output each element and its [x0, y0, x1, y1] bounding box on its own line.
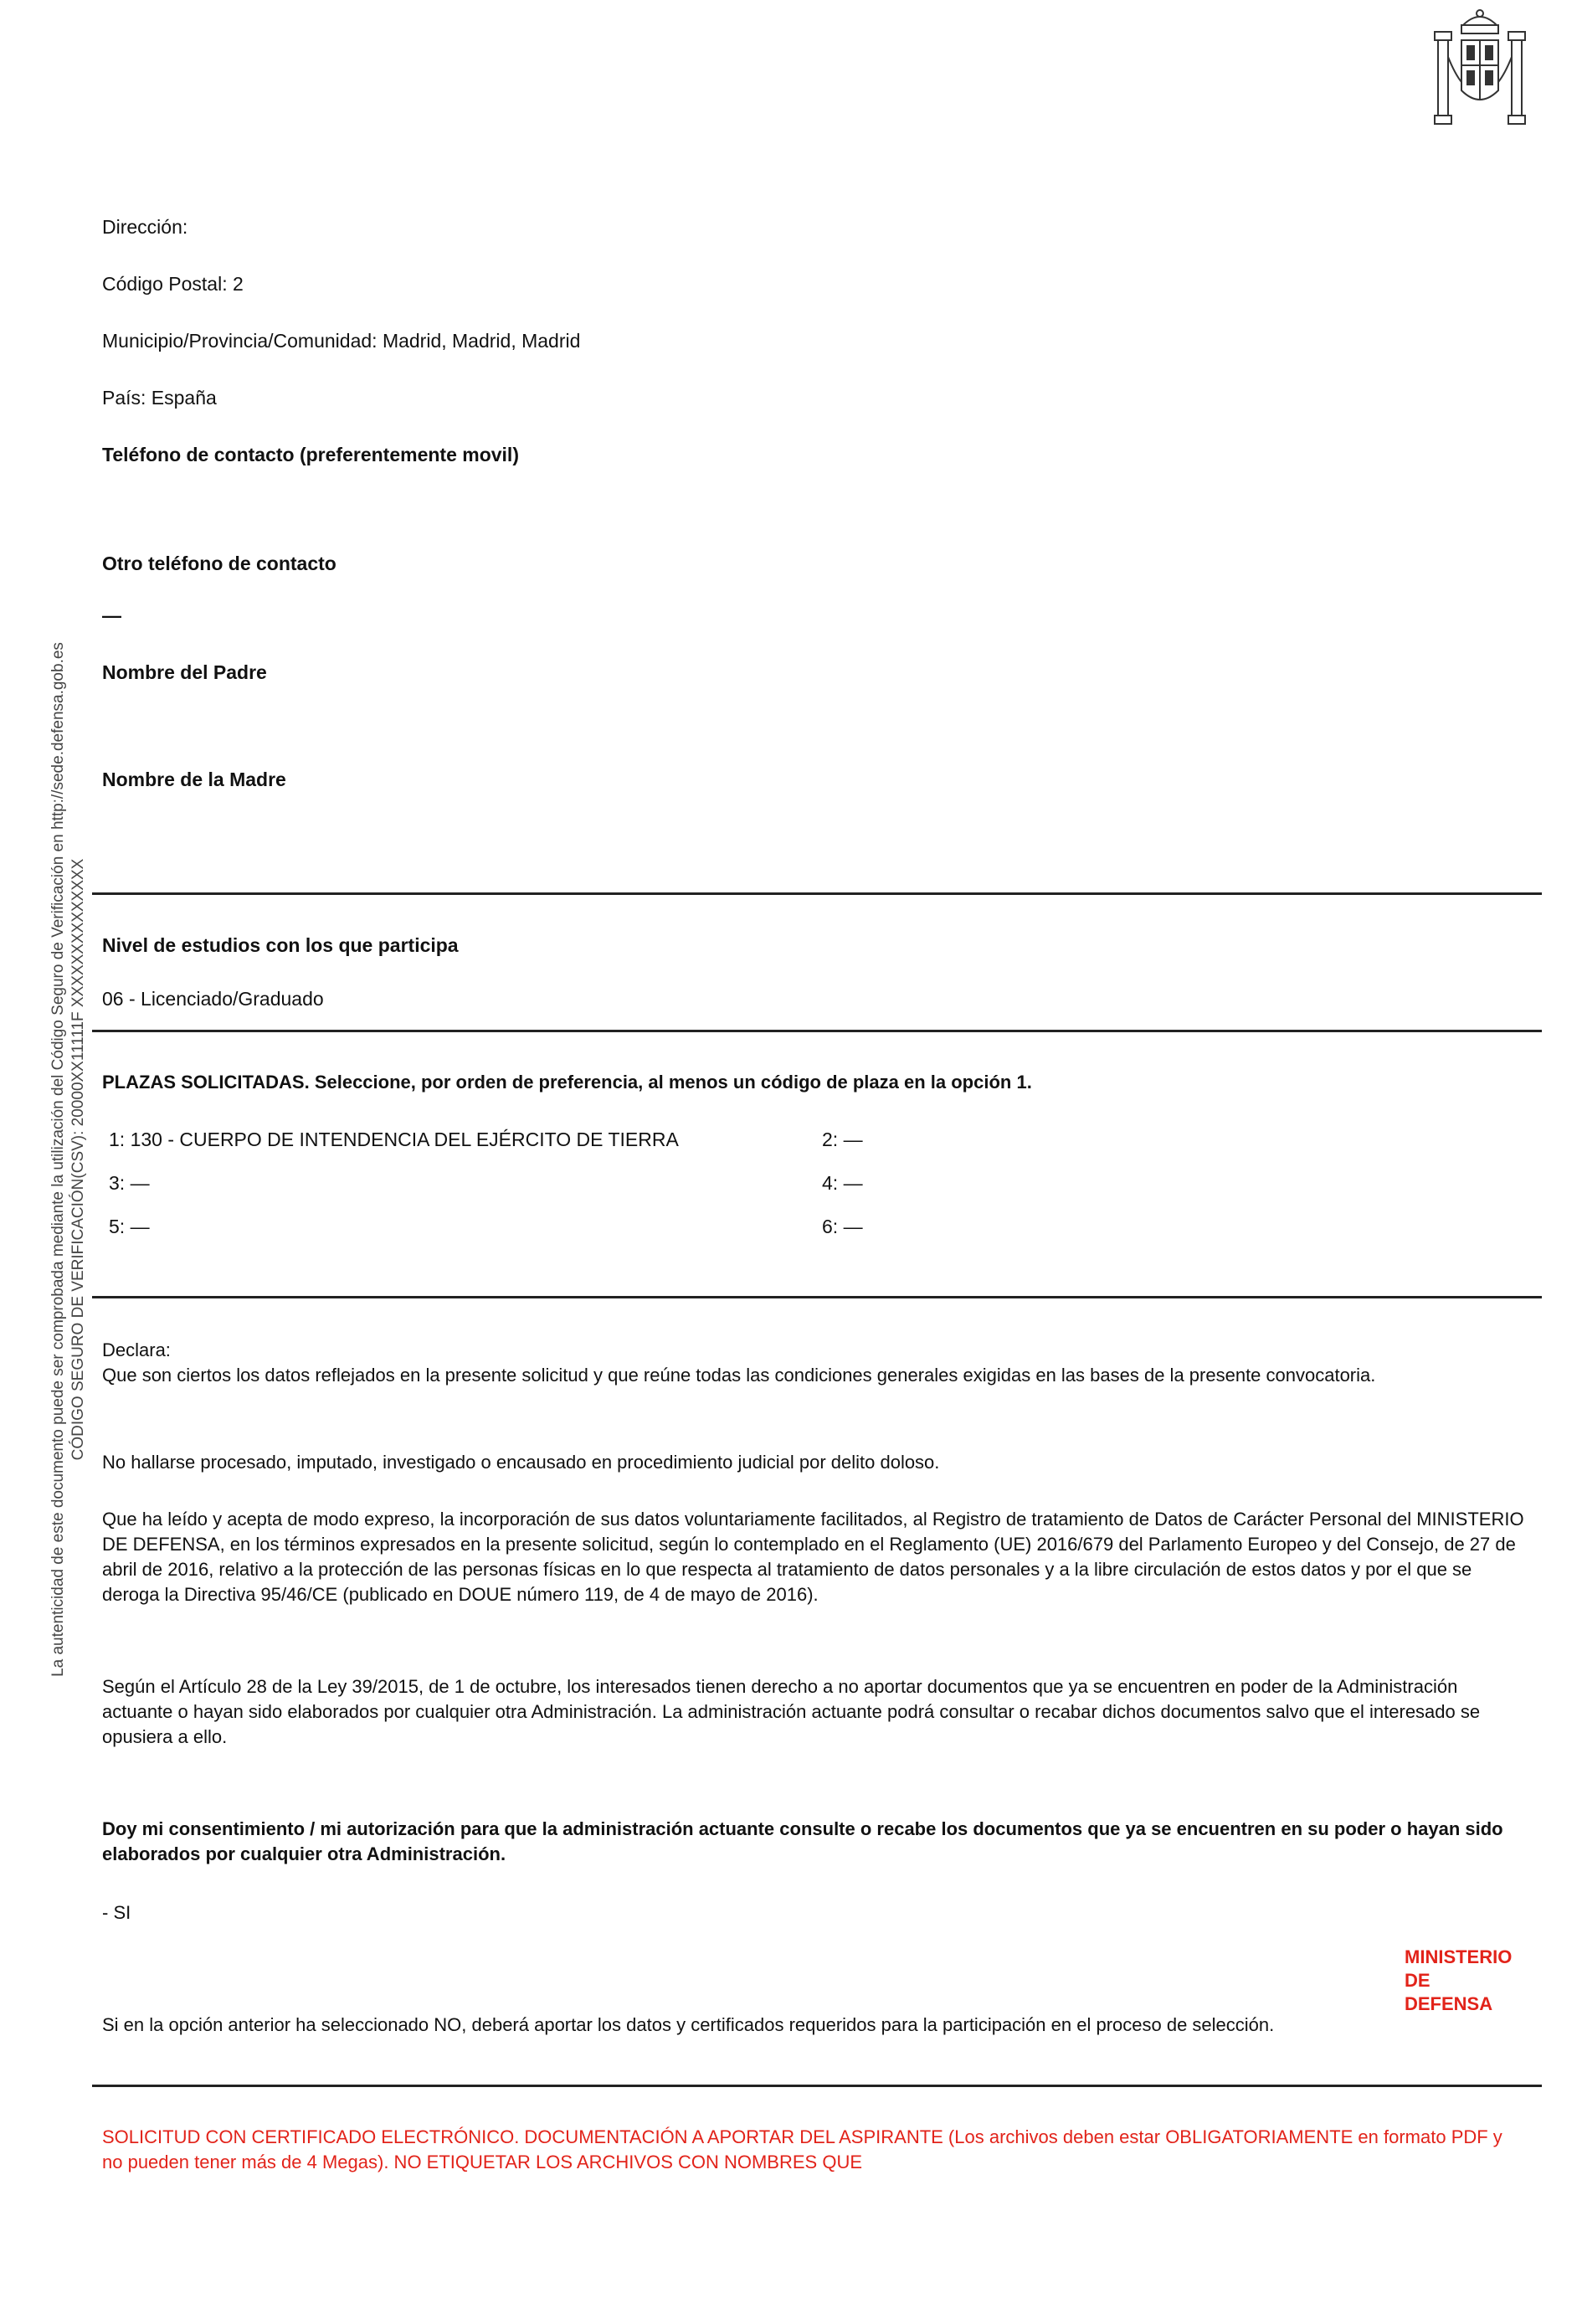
- plaza-2: 2: —: [822, 1129, 863, 1150]
- otro-telefono-value: —: [102, 604, 121, 626]
- csv-line-2: CÓDIGO SEGURO DE VERIFICACIÓN(CSV): 20000XX11111F XXXXXXXXXXXXXX: [69, 858, 87, 1461]
- municipio-field: Municipio/Provincia/Comunidad: Madrid, Madrid, Madrid: [102, 330, 581, 352]
- estudios-value: 06 - Licenciado/Graduado: [102, 988, 324, 1010]
- documentacion-notice: SOLICITUD CON CERTIFICADO ELECTRÓNICO. DOCUMENTACIÓN A APORTAR DEL ASPIRANTE (Los archivos deben estar OBLIGATORIAMENTE en formato PDF y no pueden tener más de 4 Megas). NO ETIQUETAR LOS ARCHIVOS CON NOMBRES QUE: [102, 2126, 1502, 2172]
- ministry-line-2: DE: [1405, 1970, 1430, 1991]
- otro-telefono-label: Otro teléfono de contacto: [102, 553, 336, 574]
- declara-paragraph-3: Que ha leído y acepta de modo expreso, la incorporación de sus datos voluntariamente facilitados, al Registro de tratamiento de Datos de Carácter Personal del MINISTERIO DE DEFENSA, en los términos expresados en la presente solicitud, según lo contemplado en el Reglamento (UE) 2016/679 del Parlamento Europeo y del Consejo, de 27 de abril de 2016, relativo a la protección de las personas físicas en lo que respecta al tratamiento de datos personales y a la libre circulación de estos datos y por el que se deroga la Directiva 95/46/CE (publicado en DOUE número 119, de 4 de mayo de 2016).: [102, 1509, 1524, 1605]
- codigo-postal-field: Código Postal: 2: [102, 273, 244, 295]
- csv-line-1: La autenticidad de este documento puede ser comprobada mediante la utilización del Código Seguro de Verificación en http://sede.defensa.gob.es: [49, 642, 67, 1677]
- section-divider: [92, 892, 1542, 895]
- plaza-1: 1: 130 - CUERPO DE INTENDENCIA DEL EJÉRCITO DE TIERRA: [109, 1129, 679, 1150]
- padre-label: Nombre del Padre: [102, 661, 267, 683]
- plaza-4: 4: —: [822, 1172, 863, 1194]
- section-divider: [92, 1030, 1542, 1032]
- declara-paragraph-1: Que son ciertos los datos reflejados en la presente solicitud y que reúne todas las condiciones generales exigidas en las bases de la presente convocatoria.: [102, 1365, 1376, 1386]
- pais-field: País: España: [102, 387, 217, 409]
- telefono-label: Teléfono de contacto (preferentemente movil): [102, 444, 519, 465]
- estudios-label: Nivel de estudios con los que participa: [102, 934, 459, 956]
- section-divider: [92, 1296, 1542, 1298]
- madre-label: Nombre de la Madre: [102, 769, 286, 790]
- plazas-heading: PLAZAS SOLICITADAS. Seleccione, por orden de preferencia, al menos un código de plaza en la opción 1.: [102, 1072, 1032, 1093]
- coat-of-arms-icon: [1430, 7, 1530, 141]
- plaza-5: 5: —: [109, 1216, 150, 1237]
- section-divider: [92, 2085, 1542, 2087]
- declara-label: Declara:: [102, 1339, 171, 1360]
- plaza-6: 6: —: [822, 1216, 863, 1237]
- csv-side-text: [49, 385, 107, 1934]
- ministry-label: [1405, 1946, 1512, 2016]
- plaza-3: 3: —: [109, 1172, 150, 1194]
- consentimiento-value: - SI: [102, 1902, 131, 1923]
- direccion-field: Dirección:: [102, 216, 188, 238]
- consentimiento-note: Si en la opción anterior ha seleccionado NO, deberá aportar los datos y certificados requeridos para la participación en el proceso de selección.: [102, 2014, 1275, 2035]
- declara-paragraph-2: No hallarse procesado, imputado, investigado o encausado en procedimiento judicial por delito doloso.: [102, 1452, 940, 1473]
- ministry-line-3: DEFENSA: [1405, 1993, 1493, 2014]
- consentimiento-text: Doy mi consentimiento / mi autorización para que la administración actuante consulte o recabe los documentos que ya se encuentren en su poder o hayan sido elaborados por cualquier otra Administración.: [102, 1818, 1503, 1864]
- ministry-line-1: MINISTERIO: [1405, 1946, 1513, 1967]
- declara-paragraph-4: Según el Artículo 28 de la Ley 39/2015, de 1 de octubre, los interesados tienen derecho a no aportar documentos que ya se encuentren en poder de la Administración actuante o hayan sido elaborados por cualquier otra Administración. La administración actuante podrá consultar o recabar dichos documentos salvo que el interesado se opusiera a ello.: [102, 1676, 1481, 1747]
